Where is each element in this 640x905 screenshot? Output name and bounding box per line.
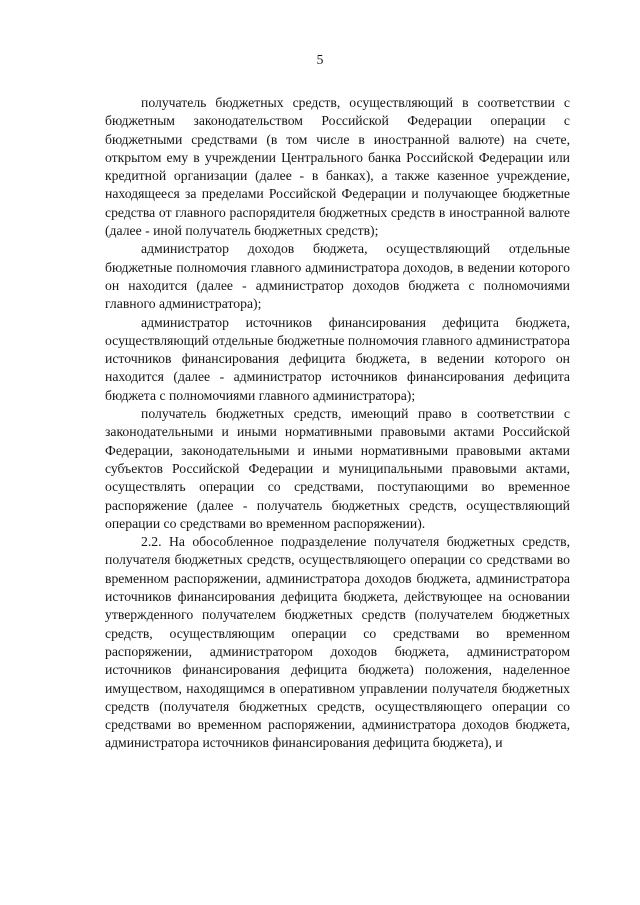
paragraph-section-2-2: 2.2. На обособленное подразделение получателя бюджетных средств, получателя бюджетных средств, осуществляющего операции со средствами во временном распоряжении, администратора доходов бюджета, администратора источников финансирования дефицита бюджета, действующее на основании утвержденного получателем бюджетных средств (получателем бюджетных средств, осуществляющим операции со средствами во временном распоряжении, администратором доходов бюджета, администратором источников финансирования дефицита бюджета) положения, наделенное имуществом, находящимся в оперативном управлении получателя бюджетных средств (получателя бюджетных средств, осуществляющего операции со средствами во временном распоряжении, администратора доходов бюджета, администратора источников финансирования дефицита бюджета), и <box>105 534 570 751</box>
page-number: 5 <box>316 52 324 67</box>
paragraph-other-recipient: получатель бюджетных средств, осуществляющий в соответствии с бюджетным законодательством Российской Федерации операции с бюджетными средствами (в том числе в иностранной валюте) на счете, открытом ему в учреждении Центрального банка Российской Федерации или кредитной организации (далее - в банках), а также казенное учреждение, находящееся за пределами Российской Федерации и получающее бюджетные средства от главного распорядителя бюджетных средств в иностранной валюте (далее - иной получатель бюджетных средств); <box>105 95 570 239</box>
paragraph-deficit-sources-administrator: администратор источников финансирования дефицита бюджета, осуществляющий отдельные бюджетные полномочия главного администратора источников финансирования дефицита бюджета, в ведении которого он находится (далее - администратор источников финансирования дефицита бюджета с полномочиями главного администратора); <box>105 314 570 403</box>
paragraph-revenue-administrator: администратор доходов бюджета, осуществляющий отдельные бюджетные полномочия главного администратора доходов, в ведении которого он находится (далее - администратор доходов бюджета с полномочиями главного администратора); <box>105 241 570 312</box>
paragraph-temporary-funds-recipient: получатель бюджетных средств, имеющий право в соответствии с законодательными и иными нормативными правовыми актами Российской Федерации, законодательными и иными нормативными правовыми актами субъектов Российской Федерации и муниципальными правовыми актами, осуществлять операции со средствами, поступающими во временное распоряжение (далее - получатель бюджетных средств, осуществляющий операции со средствами во временном распоряжении). <box>105 406 570 531</box>
document-body <box>105 94 570 753</box>
